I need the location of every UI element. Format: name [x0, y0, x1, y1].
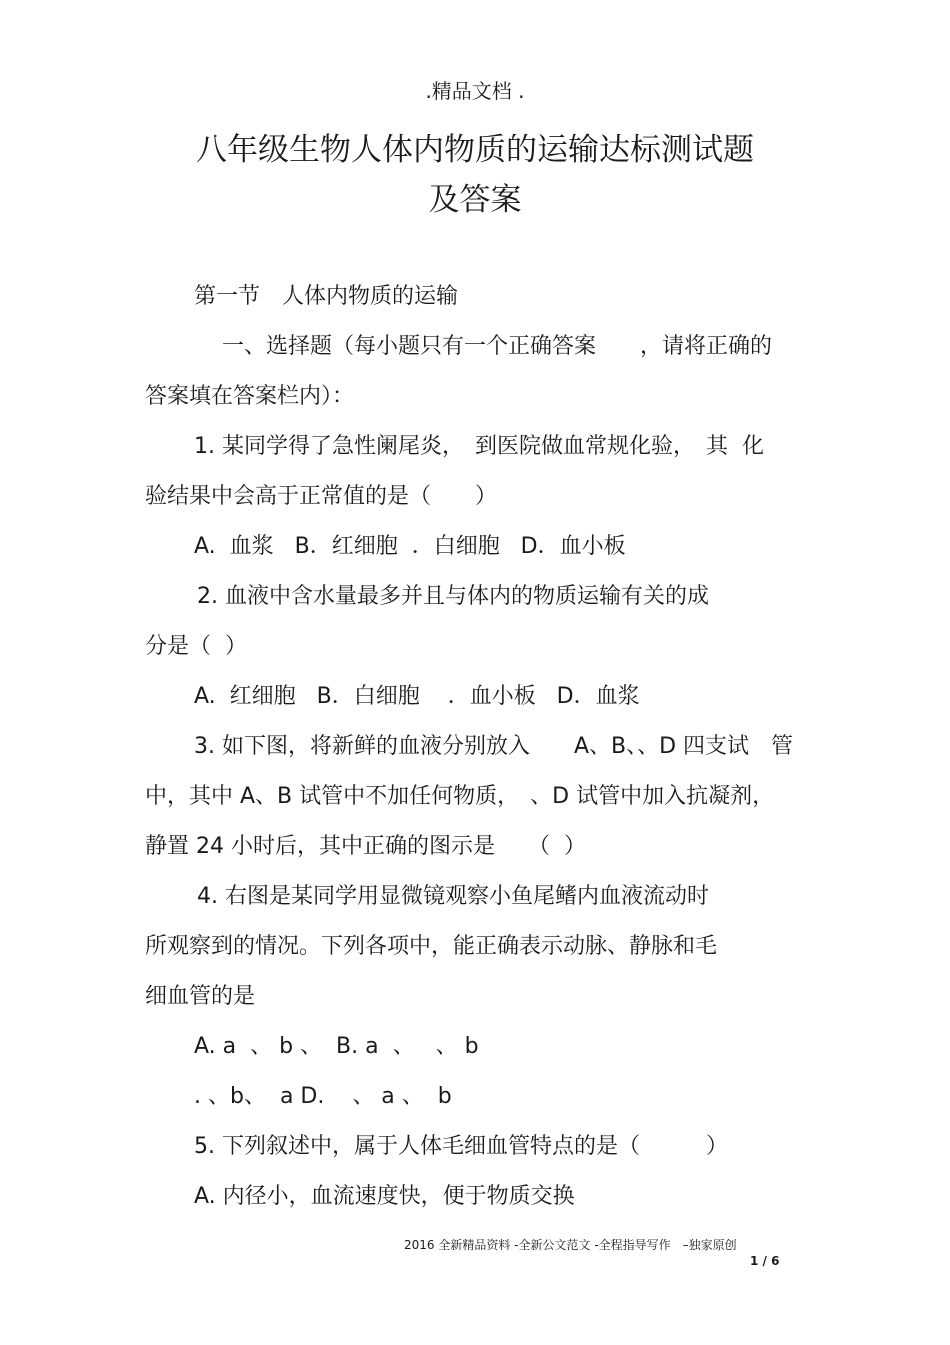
question-3: 3. 如下图，将新鲜的血液分别放入 A、B、、D 四支试 管	[194, 734, 794, 759]
document-title-line2: 及答案	[428, 182, 522, 218]
question-3-cont: 中，其中 A、B 试管中不加任何物质， 、D 试管中加入抗凝剂，	[145, 784, 775, 809]
document-title-line1: 八年级生物人体内物质的运输达标测试题	[196, 132, 754, 168]
question-5: 5. 下列叙述中，属于人体毛细血管特点的是（ ）	[194, 1134, 728, 1159]
question-2-cont: 分是（ ）	[145, 634, 247, 659]
question-1-options: A. 血浆 B．红细胞 ．白细胞 D．血小板	[194, 534, 626, 559]
question-instructions: 一、选择题（每小题只有一个正确答案 ，请将正确的	[222, 334, 773, 359]
question-1-cont: 验结果中会高于正常值的是（ ）	[145, 484, 498, 509]
question-2: 2. 血液中含水量最多并且与体内的物质运输有关的成	[197, 584, 709, 609]
question-5-option-a: A. 内径小，血流速度快，便于物质交换	[194, 1184, 575, 1209]
question-4-options-2: . 、b、 a D. 、 a 、 b	[194, 1084, 452, 1109]
page-footer: 2016 全新精品资料 -全新公文范文 -全程指导写作 –独家原创	[404, 1238, 737, 1252]
question-instructions-cont: 答案填在答案栏内）：	[145, 384, 355, 409]
question-4-options-1: A. a 、 b 、 B. a 、 、 b	[194, 1034, 479, 1059]
page-number: 1 / 6	[750, 1254, 780, 1268]
question-4-cont: 所观察到的情况。下列各项中，能正确表示动脉、静脉和毛	[145, 934, 718, 959]
question-3-cont2: 静置 24 小时后，其中正确的图示是 （ ）	[145, 834, 586, 859]
question-2-options: A. 红细胞 B．白细胞 ．血小板 D．血浆	[194, 684, 640, 709]
question-4: 4. 右图是某同学用显微镜观察小鱼尾鳍内血液流动时	[197, 884, 709, 909]
section-heading: 第一节 人体内物质的运输	[194, 284, 459, 309]
question-4-cont2: 细血管的是	[145, 984, 256, 1009]
page-header: .精品文档 .	[425, 79, 525, 103]
question-1: 1. 某同学得了急性阑尾炎， 到医院做血常规化验， 其 化	[194, 434, 764, 459]
